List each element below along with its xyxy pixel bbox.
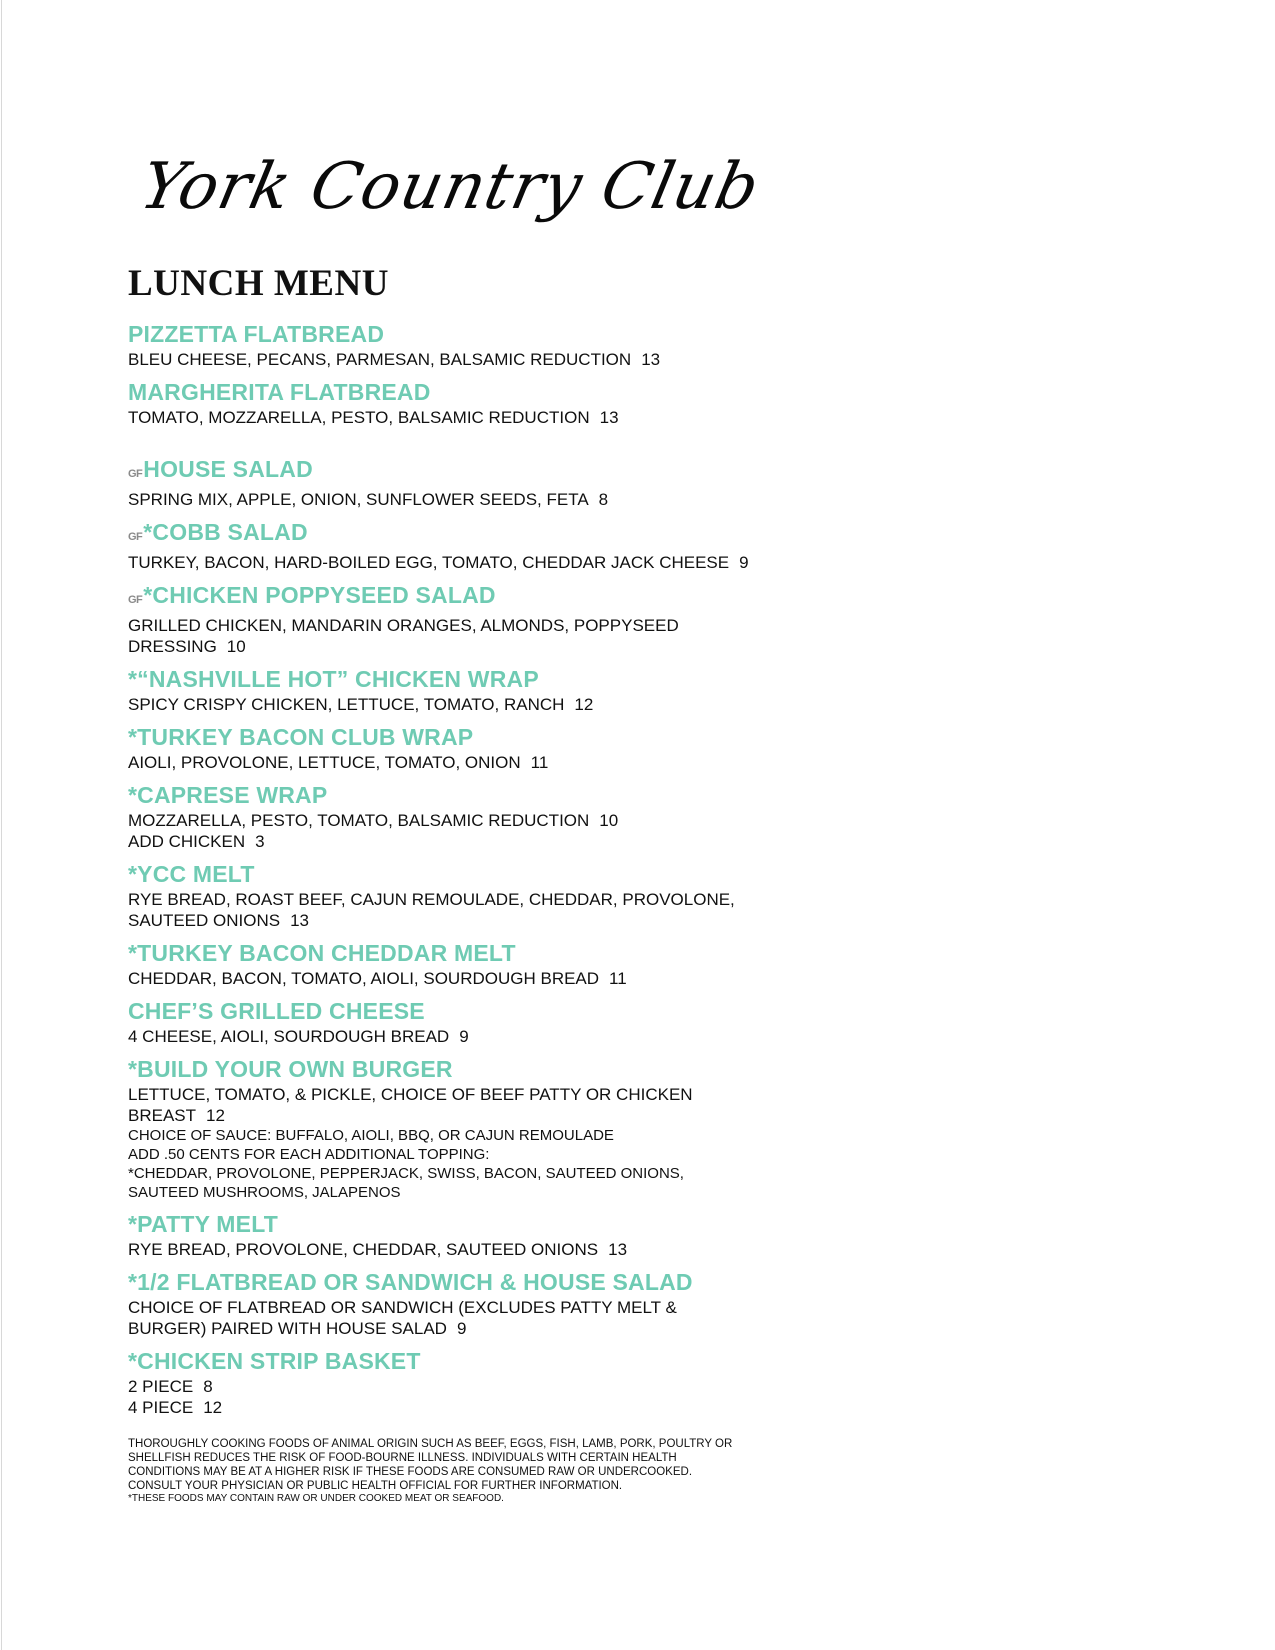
- gluten-free-tag: GF: [128, 468, 143, 480]
- item-price: 8: [598, 490, 609, 509]
- menu-item-turkey-bacon-cheddar-melt: [128, 939, 828, 989]
- item-description: CHEDDAR, BACON, TOMATO, AIOLI, SOURDOUGH BREAD 11: [128, 969, 627, 988]
- item-name: *“NASHVILLE HOT” CHICKEN WRAP: [128, 666, 539, 692]
- disclaimer-line: CONDITIONS MAY BE AT A HIGHER RISK IF THESE FOODS ARE CONSUMED RAW OR UNDERCOOKED.: [128, 1466, 693, 1478]
- menu-item-house-salad: [128, 455, 828, 510]
- burger-extra-line: *CHEDDAR, PROVOLONE, PEPPERJACK, SWISS, BACON, SAUTEED ONIONS,: [128, 1165, 684, 1182]
- item-name: *BUILD YOUR OWN BURGER: [128, 1056, 453, 1082]
- item-price: 13: [608, 1240, 628, 1259]
- menu-item-ycc-melt: [128, 860, 828, 931]
- item-description: 2 PIECE 8: [128, 1377, 213, 1396]
- addon-price: 3: [255, 832, 265, 851]
- item-name: *TURKEY BACON CHEDDAR MELT: [128, 940, 516, 966]
- club-logo: York Country Club: [134, 150, 767, 224]
- menu-item-chicken-strip-basket: [128, 1347, 828, 1418]
- disclaimer-line: CONSULT YOUR PHYSICIAN OR PUBLIC HEALTH OFFICIAL FOR FURTHER INFORMATION.: [128, 1480, 623, 1492]
- option-price: 12: [203, 1398, 223, 1417]
- item-price: 11: [609, 969, 627, 988]
- item-name: *PATTY MELT: [128, 1211, 278, 1237]
- item-description: TURKEY, BACON, HARD-BOILED EGG, TOMATO, CHEDDAR JACK CHEESE 9: [128, 553, 749, 572]
- menu-list: [128, 320, 828, 1426]
- item-description: SPICY CRISPY CHICKEN, LETTUCE, TOMATO, RANCH 12: [128, 695, 594, 714]
- page-edge-line: [1, 0, 2, 1650]
- disclaimer-line: THOROUGHLY COOKING FOODS OF ANIMAL ORIGIN SUCH AS BEEF, EGGS, FISH, LAMB, PORK, POULTRY OR: [128, 1438, 733, 1450]
- item-price: 12: [206, 1106, 225, 1125]
- raw-food-note: *THESE FOODS MAY CONTAIN RAW OR UNDER COOKED MEAT OR SEAFOOD.: [128, 1493, 504, 1504]
- item-description: CHOICE OF FLATBREAD OR SANDWICH (EXCLUDES PATTY MELT & BURGER) PAIRED WITH HOUSE SALAD 9: [128, 1298, 677, 1338]
- menu-item-patty-melt: [128, 1210, 828, 1260]
- menu-item-half-flatbread-or-sandwich-house-salad: [128, 1268, 828, 1339]
- item-price: 9: [739, 553, 749, 572]
- gluten-free-tag: GF: [128, 531, 143, 543]
- item-name: GF*CHICKEN POPPYSEED SALAD: [128, 582, 496, 608]
- menu-item-chefs-grilled-cheese: [128, 997, 828, 1047]
- gluten-free-tag: GF: [128, 594, 143, 606]
- item-price: 10: [226, 637, 246, 656]
- disclaimer-line: SHELLFISH REDUCES THE RISK OF FOOD-BOURNE ILLNESS. INDIVIDUALS WITH CERTAIN HEALTH: [128, 1452, 677, 1464]
- item-name: *CAPRESE WRAP: [128, 782, 328, 808]
- item-price: 13: [599, 408, 619, 427]
- item-description: TOMATO, MOZZARELLA, PESTO, BALSAMIC REDUCTION 13: [128, 408, 619, 427]
- page-title: LUNCH MENU: [128, 263, 389, 304]
- item-description: MOZZARELLA, PESTO, TOMATO, BALSAMIC REDUCTION 10: [128, 811, 619, 830]
- item-price: 10: [599, 811, 619, 830]
- item-name: *YCC MELT: [128, 861, 255, 887]
- burger-extra-line: ADD .50 CENTS FOR EACH ADDITIONAL TOPPING:: [128, 1146, 490, 1163]
- item-name: *CHICKEN STRIP BASKET: [128, 1348, 421, 1374]
- item-description: SPRING MIX, APPLE, ONION, SUNFLOWER SEEDS, FETA 8: [128, 490, 609, 509]
- menu-item-cobb-salad: [128, 518, 828, 573]
- item-name: *TURKEY BACON CLUB WRAP: [128, 724, 474, 750]
- menu-item-caprese-wrap: [128, 781, 828, 852]
- burger-extra-line: CHOICE OF SAUCE: BUFFALO, AIOLI, BBQ, OR CAJUN REMOULADE: [128, 1127, 614, 1144]
- item-name: MARGHERITA FLATBREAD: [128, 379, 431, 405]
- item-price: 13: [290, 911, 310, 930]
- menu-item-nashville-hot-chicken-wrap: [128, 665, 828, 715]
- item-name: PIZZETTA FLATBREAD: [128, 321, 385, 347]
- item-option: 4 PIECE 12: [128, 1398, 223, 1417]
- menu-item-chicken-poppyseed-salad: [128, 581, 828, 657]
- item-price: 9: [456, 1319, 467, 1338]
- item-price: 13: [641, 350, 661, 369]
- item-name: CHEF’S GRILLED CHEESE: [128, 998, 425, 1024]
- item-name: *1/2 FLATBREAD OR SANDWICH & HOUSE SALAD: [128, 1269, 693, 1295]
- burger-extra-line: SAUTEED MUSHROOMS, JALAPENOS: [128, 1184, 401, 1201]
- item-price: 11: [530, 753, 549, 772]
- item-name: GFHOUSE SALAD: [128, 456, 313, 482]
- menu-item-turkey-bacon-club-wrap: [128, 723, 828, 773]
- item-description: AIOLI, PROVOLONE, LETTUCE, TOMATO, ONION 11: [128, 753, 549, 772]
- item-description: LETTUCE, TOMATO, & PICKLE, CHOICE OF BEEF PATTY OR CHICKEN BREAST 12: [128, 1085, 693, 1125]
- item-description: RYE BREAD, ROAST BEEF, CAJUN REMOULADE, CHEDDAR, PROVOLONE, SAUTEED ONIONS 13: [128, 890, 735, 930]
- item-description: RYE BREAD, PROVOLONE, CHEDDAR, SAUTEED ONIONS 13: [128, 1240, 628, 1259]
- item-price: 9: [459, 1027, 469, 1046]
- food-safety-disclaimer: [128, 1437, 828, 1505]
- menu-item-pizzetta-flatbread: [128, 320, 828, 370]
- item-description: 4 CHEESE, AIOLI, SOURDOUGH BREAD 9: [128, 1027, 469, 1046]
- item-description: BLEU CHEESE, PECANS, PARMESAN, BALSAMIC REDUCTION 13: [128, 350, 661, 369]
- item-description: GRILLED CHICKEN, MANDARIN ORANGES, ALMONDS, POPPYSEED DRESSING 10: [128, 616, 679, 656]
- item-name: GF*COBB SALAD: [128, 519, 308, 545]
- menu-item-margherita-flatbread: [128, 378, 828, 428]
- menu-item-build-your-own-burger: [128, 1055, 828, 1202]
- item-price: 8: [203, 1377, 213, 1396]
- item-addon: ADD CHICKEN 3: [128, 832, 265, 851]
- item-price: 12: [574, 695, 594, 714]
